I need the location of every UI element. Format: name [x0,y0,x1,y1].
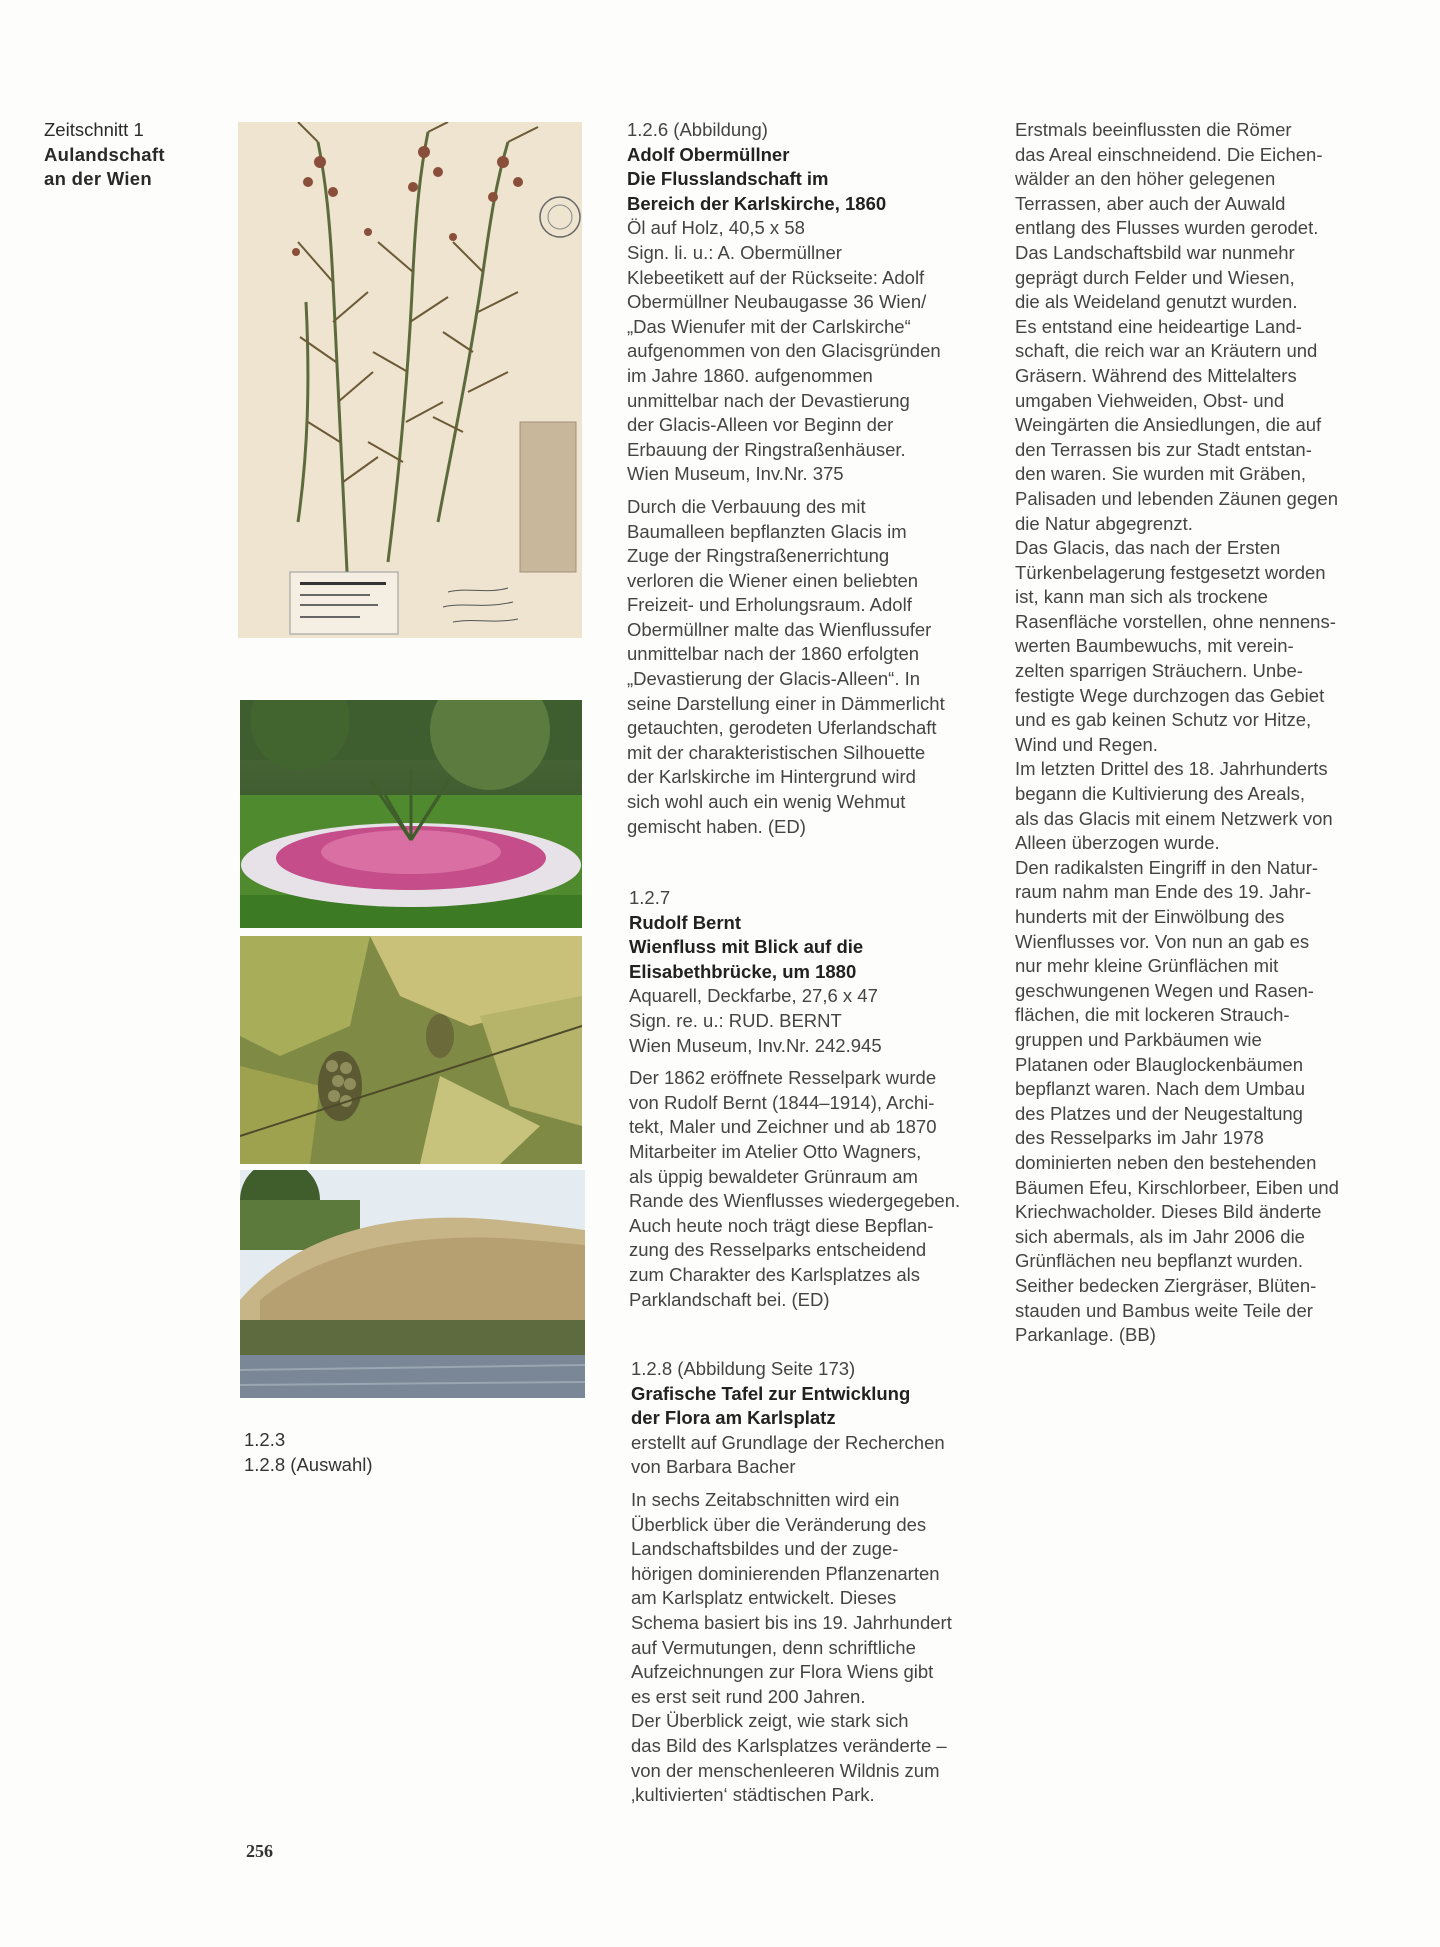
body-line: zum Charakter des Karlsplatzes als [629,1263,920,1285]
body-line: tekt, Maler und Zeichner und ab 1870 [629,1116,937,1138]
body-line: Rande des Wienflusses wiedergegeben. [629,1190,961,1212]
essay-line: raum nahm man Ende des 19. Jahr- [1015,881,1312,903]
essay-line: begann die Kultivierung des Areals, [1015,783,1306,805]
entry-meta-line: Wien Museum, Inv.Nr. 242.945 [629,1034,882,1056]
entry-body [627,495,997,839]
entry-meta-line: Wien Museum, Inv.Nr. 375 [627,463,844,485]
body-line: gemischt haben. (ED) [627,815,806,837]
entry-artist: Rudolf Bernt [629,911,742,933]
entry-meta-line: aufgenommen von den Glacisgründen [627,340,941,362]
body-line: Landschaftsbildes und der zuge- [631,1538,899,1560]
entry-title-line2: der Flora am Karlsplatz [631,1407,836,1429]
essay-line: Rasenfläche vorstellen, ohne nennens- [1015,610,1336,632]
caption-line-2: 1.2.8 (Auswahl) [244,1453,373,1475]
essay-line: gruppen und Parkbäumen wie [1015,1028,1262,1050]
grapevine-photo [240,936,582,1164]
body-line: ‚kultivierten‘ städtischen Park. [631,1784,875,1806]
essay-line: des Platzes und der Neugestaltung [1015,1102,1303,1124]
essay-line: den waren. Sie wurden mit Gräben, [1015,463,1307,485]
body-line: Überblick über die Veränderung des [631,1513,927,1535]
entry-body [629,1066,999,1312]
essay-line: stauden und Bambus weite Teile der [1015,1299,1313,1321]
essay-line: festigte Wege durchzogen das Gebiet [1015,684,1325,706]
body-line: Mitarbeiter im Atelier Otto Wagners, [629,1140,922,1162]
essay-line: nur mehr kleine Grünflächen mit [1015,955,1279,977]
caption-line-1: 1.2.3 [244,1429,286,1450]
essay-line: geprägt durch Felder und Wiesen, [1015,266,1295,288]
essay-line: die Natur abgegrenzt. [1015,512,1193,534]
essay-line: und es gab keinen Schutz vor Hitze, [1015,709,1312,731]
essay-line: Parkanlage. (BB) [1015,1324,1156,1346]
essay-line: schaft, die reich war an Kräutern und [1015,340,1318,362]
essay-line: des Resselparks im Jahr 1978 [1015,1127,1264,1149]
herbarium-sheet-image [238,122,582,638]
entry-meta-line: der Glacis-Alleen vor Beginn der [627,414,894,436]
body-line: es erst seit rund 200 Jahren. [631,1685,866,1707]
entry-meta-line: von Barbara Bacher [631,1456,796,1478]
essay-line: geschwungenen Wegen und Rasen- [1015,979,1314,1001]
ornamental-grass-photo [240,1170,585,1398]
essay-line: zelten sparrigen Sträuchern. Unbe- [1015,660,1303,682]
body-line: von der menschenleeren Wildnis zum [631,1759,940,1781]
essay-line: Wienflusses vor. Von nun an gab es [1015,930,1310,952]
body-line: von Rudolf Bernt (1844–1914), Archi- [629,1091,935,1113]
essay-line: Bäumen Efeu, Kirschlorbeer, Eiben und [1015,1176,1339,1198]
entry-meta-line: „Das Wienufer mit der Carlskirche“ [627,315,911,337]
entry-meta-line: Sign. re. u.: RUD. BERNT [629,1009,842,1031]
essay-line: als das Glacis mit einem Netzwerk von [1015,807,1333,829]
entry-artist: Adolf Obermüllner [627,143,790,165]
body-line: In sechs Zeitabschnitten wird ein [631,1488,900,1510]
image-caption [244,1428,373,1477]
body-line: Zuge der Ringstraßenerrichtung [627,545,890,567]
essay-line: entlang des Flusses wurden gerodet. [1015,217,1319,239]
body-line: das Bild des Karlsplatzes veränderte – [631,1734,947,1756]
essay-line: Den radikalsten Eingriff in den Natur- [1015,856,1319,878]
body-line: sich wohl auch ein wenig Wehmut [627,791,906,813]
body-line: Durch die Verbauung des mit [627,495,866,517]
essay-line: Wind und Regen. [1015,733,1158,755]
body-line: hörigen dominierenden Pflanzenarten [631,1562,940,1584]
body-line: unmittelbar nach der 1860 erfolgten [627,643,920,665]
essay-line: dominierten neben den bestehenden [1015,1151,1317,1173]
catalog-entry-1-2-7 [629,886,999,1312]
essay-line: hunderts mit der Einwölbung des [1015,906,1285,927]
entry-meta-line: Obermüllner Neubaugasse 36 Wien/ [627,291,927,313]
entry-meta-line: unmittelbar nach der Devastierung [627,389,910,411]
essay-line: Seither bedecken Ziergräser, Blüten- [1015,1274,1317,1296]
entry-meta-line: im Jahre 1860. aufgenommen [627,364,873,386]
section-heading [44,118,214,192]
entry-meta-line: Aquarell, Deckfarbe, 27,6 x 47 [629,985,878,1007]
essay-column [1015,118,1390,1348]
essay-line: umgaben Viehweiden, Obst- und [1015,389,1285,411]
essay-line: werten Baumbewuchs, mit verein- [1015,635,1294,657]
entry-body [631,1488,1001,1808]
essay-line: sich abermals, als im Jahr 2006 die [1015,1225,1305,1247]
body-line: Obermüllner malte das Wienflussufer [627,618,932,640]
essay-line: Erstmals beeinflussten die Römer [1015,119,1292,140]
essay-line: Türkenbelagerung festgesetzt worden [1015,561,1326,583]
essay-line: Platanen oder Blauglockenbäumen [1015,1053,1303,1075]
essay-line: bepflanzt waren. Nach dem Umbau [1015,1078,1305,1100]
entry-title-line2: Bereich der Karlskirche, 1860 [627,192,887,214]
essay-line: Weingärten die Ansiedlungen, die auf [1015,414,1322,436]
body-line: seine Darstellung einer in Dämmerlicht [627,692,945,714]
essay-line: die als Weideland genutzt wurden. [1015,291,1298,313]
essay-line: flächen, die mit lockeren Strauch- [1015,1004,1290,1026]
body-line: als üppig bewaldeter Grünraum am [629,1165,918,1187]
entry-number: 1.2.6 (Abbildung) [627,119,768,140]
entry-title-line1: Wienfluss mit Blick auf die [629,936,864,958]
catalog-entry-1-2-6 [627,118,997,839]
essay-line: Kriechwacholder. Dieses Bild änderte [1015,1201,1322,1223]
entry-meta-line: Klebeetikett auf der Rückseite: Adolf [627,266,925,288]
body-line: am Karlsplatz entwickelt. Dieses [631,1587,897,1609]
essay-line: ist, kann man sich als trockene [1015,586,1268,608]
essay-line: den Terrassen bis zur Stadt entstan- [1015,438,1312,460]
body-line: zung des Resselparks entscheidend [629,1239,927,1261]
entry-number: 1.2.8 (Abbildung Seite 173) [631,1358,856,1379]
essay-line: Im letzten Drittel des 18. Jahrhunderts [1015,758,1328,780]
body-line: Der Überblick zeigt, wie stark sich [631,1710,909,1732]
body-line: verloren die Wiener einen beliebten [627,569,919,591]
page-number: 256 [246,1841,273,1861]
entry-title-line1: Die Flusslandschaft im [627,168,829,190]
entry-number: 1.2.7 [629,887,671,908]
entry-title-line1: Grafische Tafel zur Entwicklung [631,1382,911,1404]
body-line: Auch heute noch trägt diese Bepflan- [629,1214,934,1236]
section-title-line1: Aulandschaft [44,143,165,165]
entry-meta-line: Öl auf Holz, 40,5 x 58 [627,217,805,239]
body-line: Parklandschaft bei. (ED) [629,1288,830,1310]
body-line: auf Vermutungen, denn schriftliche [631,1636,916,1658]
entry-meta-line: Sign. li. u.: A. Obermüllner [627,241,842,263]
body-line: Der 1862 eröffnete Resselpark wurde [629,1067,937,1089]
essay-line: Alleen überzogen wurde. [1015,832,1220,854]
body-line: Aufzeichnungen zur Flora Wiens gibt [631,1661,934,1683]
flowerbed-photo [240,700,582,928]
body-line: mit der charakteristischen Silhouette [627,741,926,763]
body-line: der Karlskirche im Hintergrund wird [627,766,916,788]
essay-line: Das Landschaftsbild war nunmehr [1015,241,1295,263]
essay-line: Gräsern. Während des Mittelalters [1015,364,1297,386]
entry-meta-line: Erbauung der Ringstraßenhäuser. [627,438,906,460]
essay-line: wälder an den höher gelegenen [1015,168,1276,190]
essay-line: Palisaden und lebenden Zäunen gegen [1015,487,1339,509]
body-line: Schema basiert bis ins 19. Jahrhundert [631,1611,952,1633]
entry-meta-line: erstellt auf Grundlage der Recherchen [631,1431,945,1453]
essay-line: das Areal einschneidend. Die Eichen- [1015,143,1323,165]
essay-line: Terrassen, aber auch der Auwald [1015,192,1286,214]
body-line: Freizeit- und Erholungsraum. Adolf [627,594,912,616]
body-line: getauchten, gerodeten Uferlandschaft [627,717,937,739]
body-line: „Devastierung der Glacis-Alleen“. In [627,668,921,690]
body-line: Baumalleen bepflanzten Glacis im [627,520,907,542]
section-title-line2: an der Wien [44,168,152,189]
essay-line: Es entstand eine heideartige Land- [1015,315,1302,337]
entry-title-line2: Elisabethbrücke, um 1880 [629,960,857,982]
section-number: Zeitschnitt 1 [44,119,144,140]
essay-line: Grünflächen neu bepflanzt wurden. [1015,1250,1303,1272]
essay-line: Das Glacis, das nach der Ersten [1015,537,1281,559]
catalog-entry-1-2-8 [631,1357,1001,1808]
